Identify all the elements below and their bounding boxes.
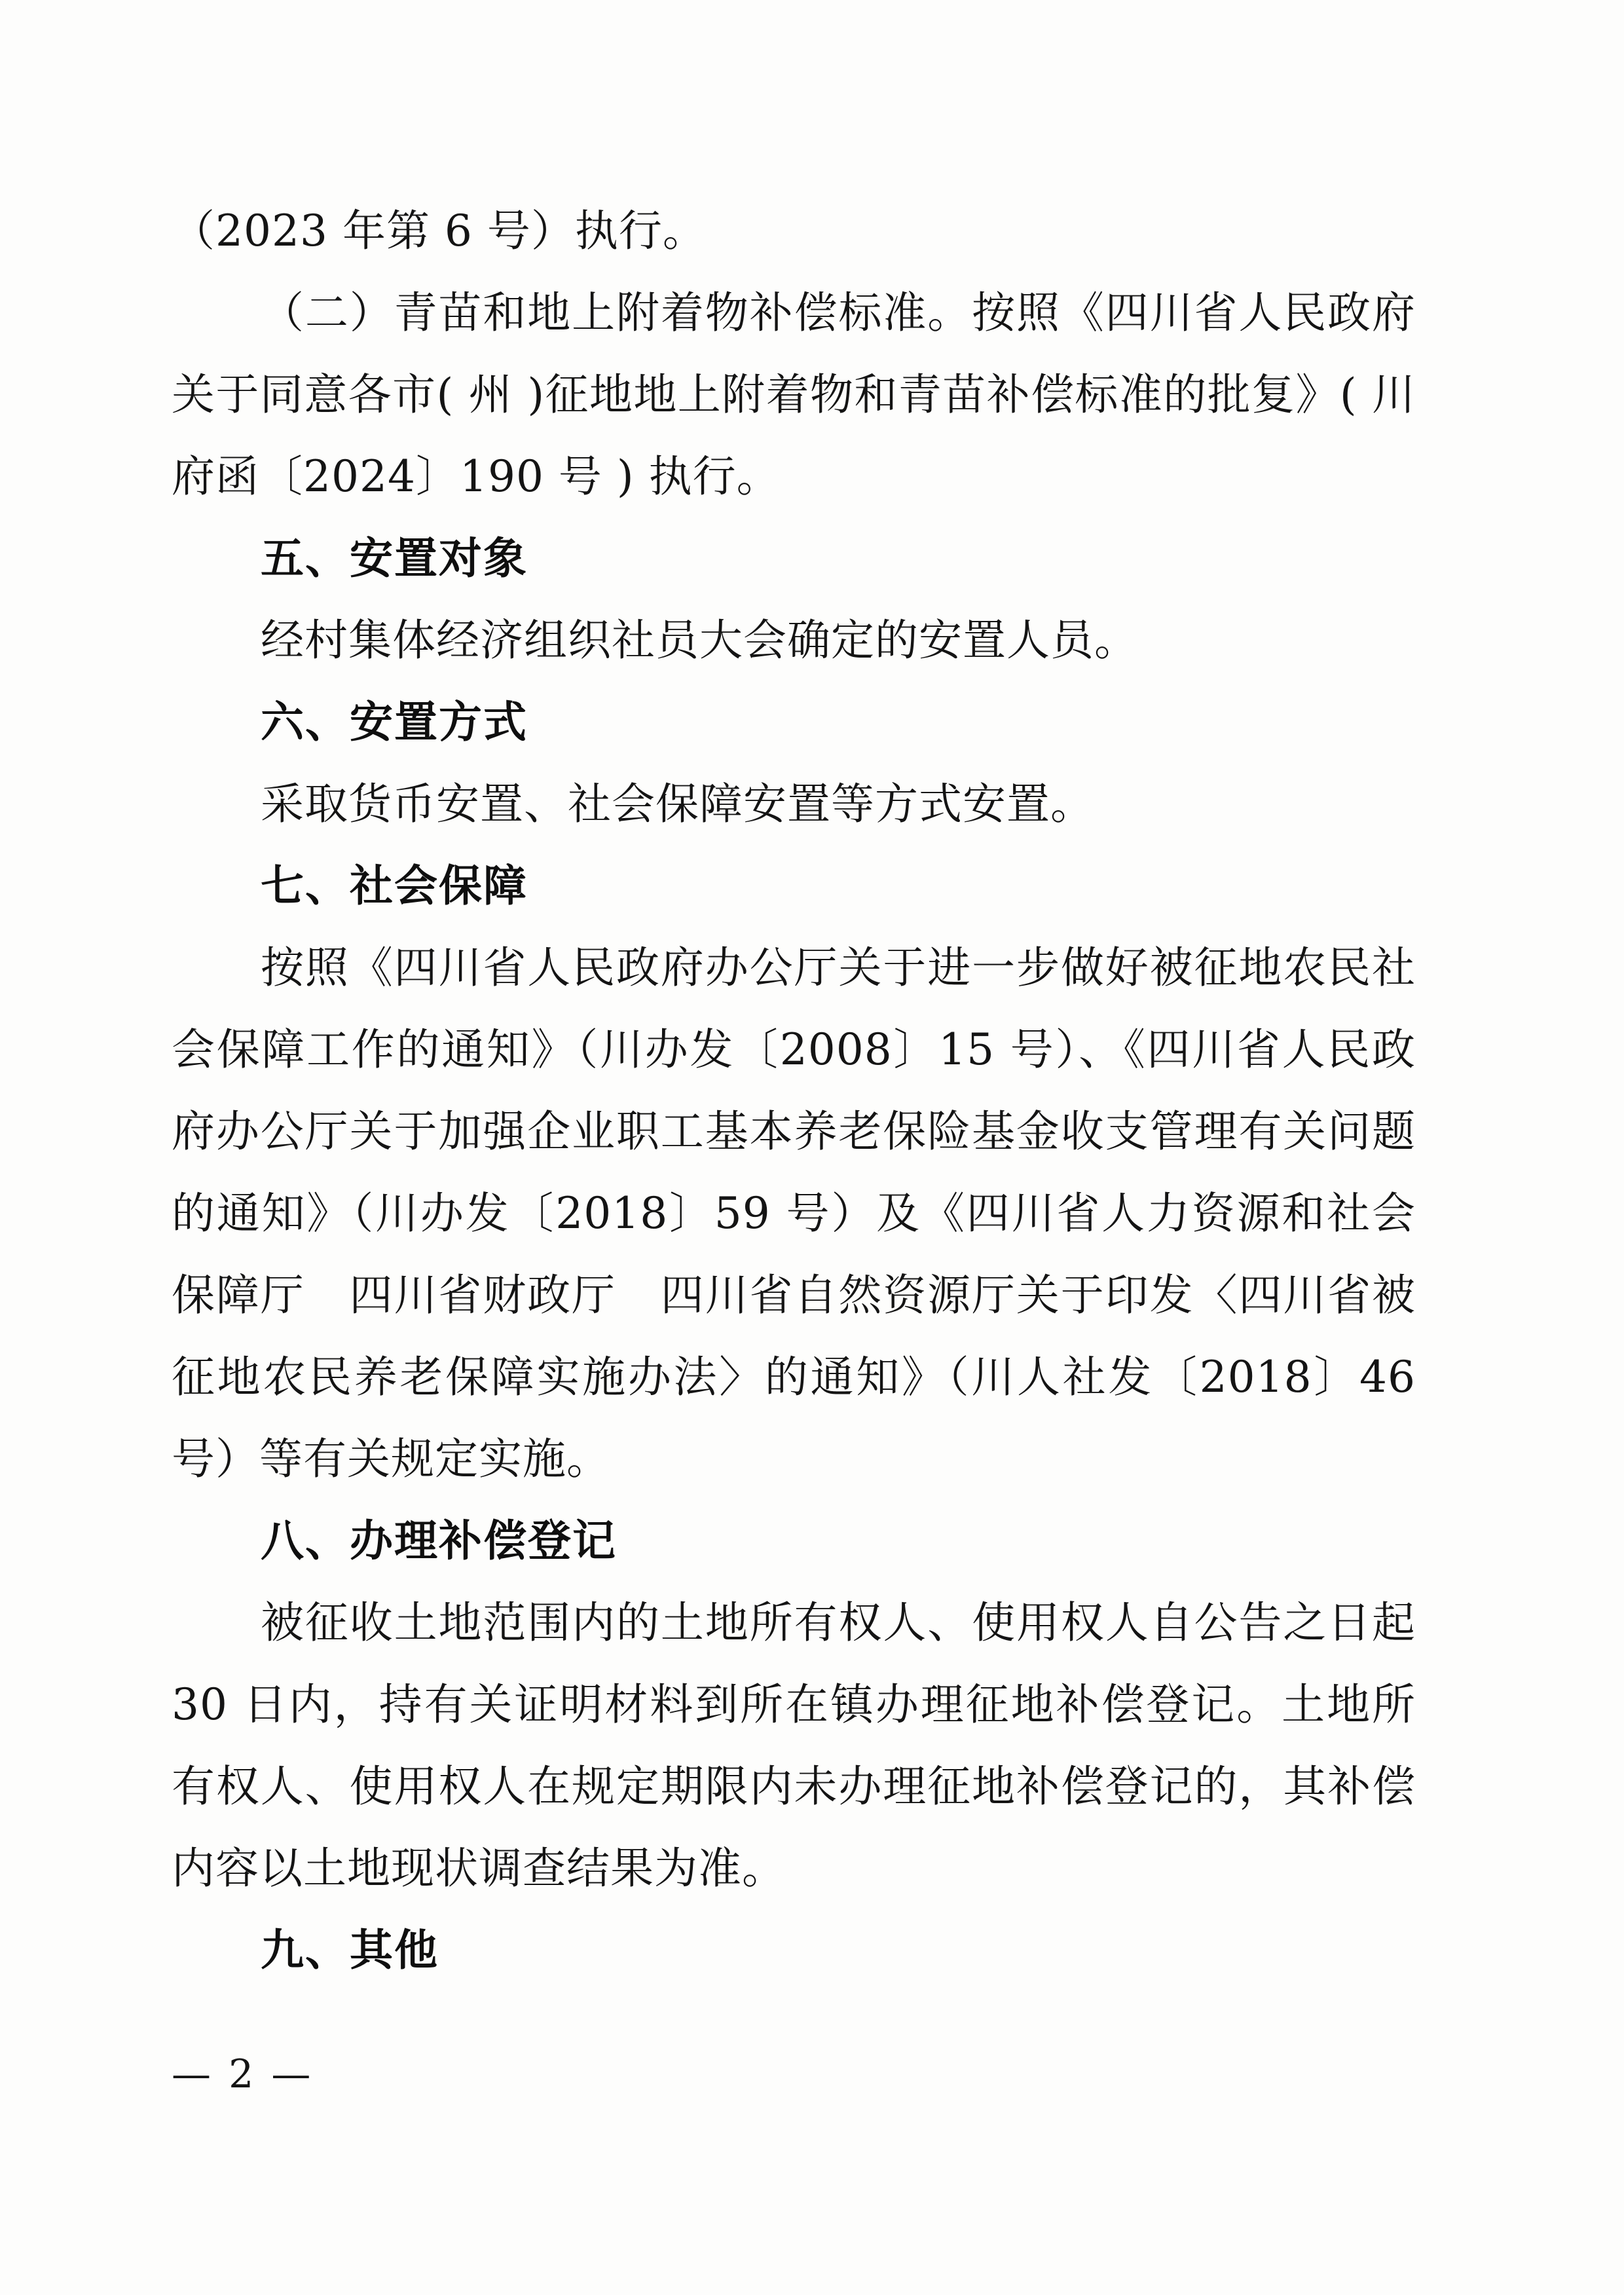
paragraph-resettlement-target: 经村集体经济组织社员大会确定的安置人员。 xyxy=(261,615,1138,665)
paragraph-social-security: 按照《四川省人民政府办公厅关于进一步做好被征地农民社会保障工作的通知》（川办发〔2008〕15 号）、《四川省人民政府办公厅关于加强企业职工基本养老保险基金收支管理有关问题的通知》（川办发〔2018〕59 号）及《四川省人力资源和社会保障厅 四川省财政厅 四川省自然资源厅关于印发〈四川省被征地农民养老保障实施办法〉的通知》（川人社发〔2018〕46 号）等有关规定实施。 xyxy=(172,942,1416,1484)
paragraph-compensation-registration: 被征收土地范围内的土地所有权人、使用权人自公告之日起 30 日内，持有关证明材料到所在镇办理征地补偿登记。土地所有权人、使用权人在规定期限内未办理征地补偿登记的，其补偿内容以土地现状调查结果为准。 xyxy=(172,1597,1416,1894)
heading-other: 九、其他 xyxy=(261,1925,439,1975)
heading-compensation-registration: 八、办理补偿登记 xyxy=(261,1516,617,1566)
heading-resettlement-target: 五、安置对象 xyxy=(261,533,528,584)
heading-social-security: 七、社会保障 xyxy=(261,861,528,911)
paragraph-crop-attachment-compensation: （二）青苗和地上附着物补偿标准。按照《四川省人民政府关于同意各市( 州 )征地地上附着物和青苗补偿标准的批复》( 川府函〔2024〕190 号 ) 执行。 xyxy=(172,288,1416,502)
page-number: — 2 — xyxy=(172,2051,314,2097)
document-body xyxy=(172,190,1416,1991)
paragraph-continuation: （2023 年第 6 号）执行。 xyxy=(172,206,707,256)
heading-resettlement-method: 六、安置方式 xyxy=(261,697,528,747)
paragraph-resettlement-method: 采取货币安置、社会保障安置等方式安置。 xyxy=(261,779,1094,829)
